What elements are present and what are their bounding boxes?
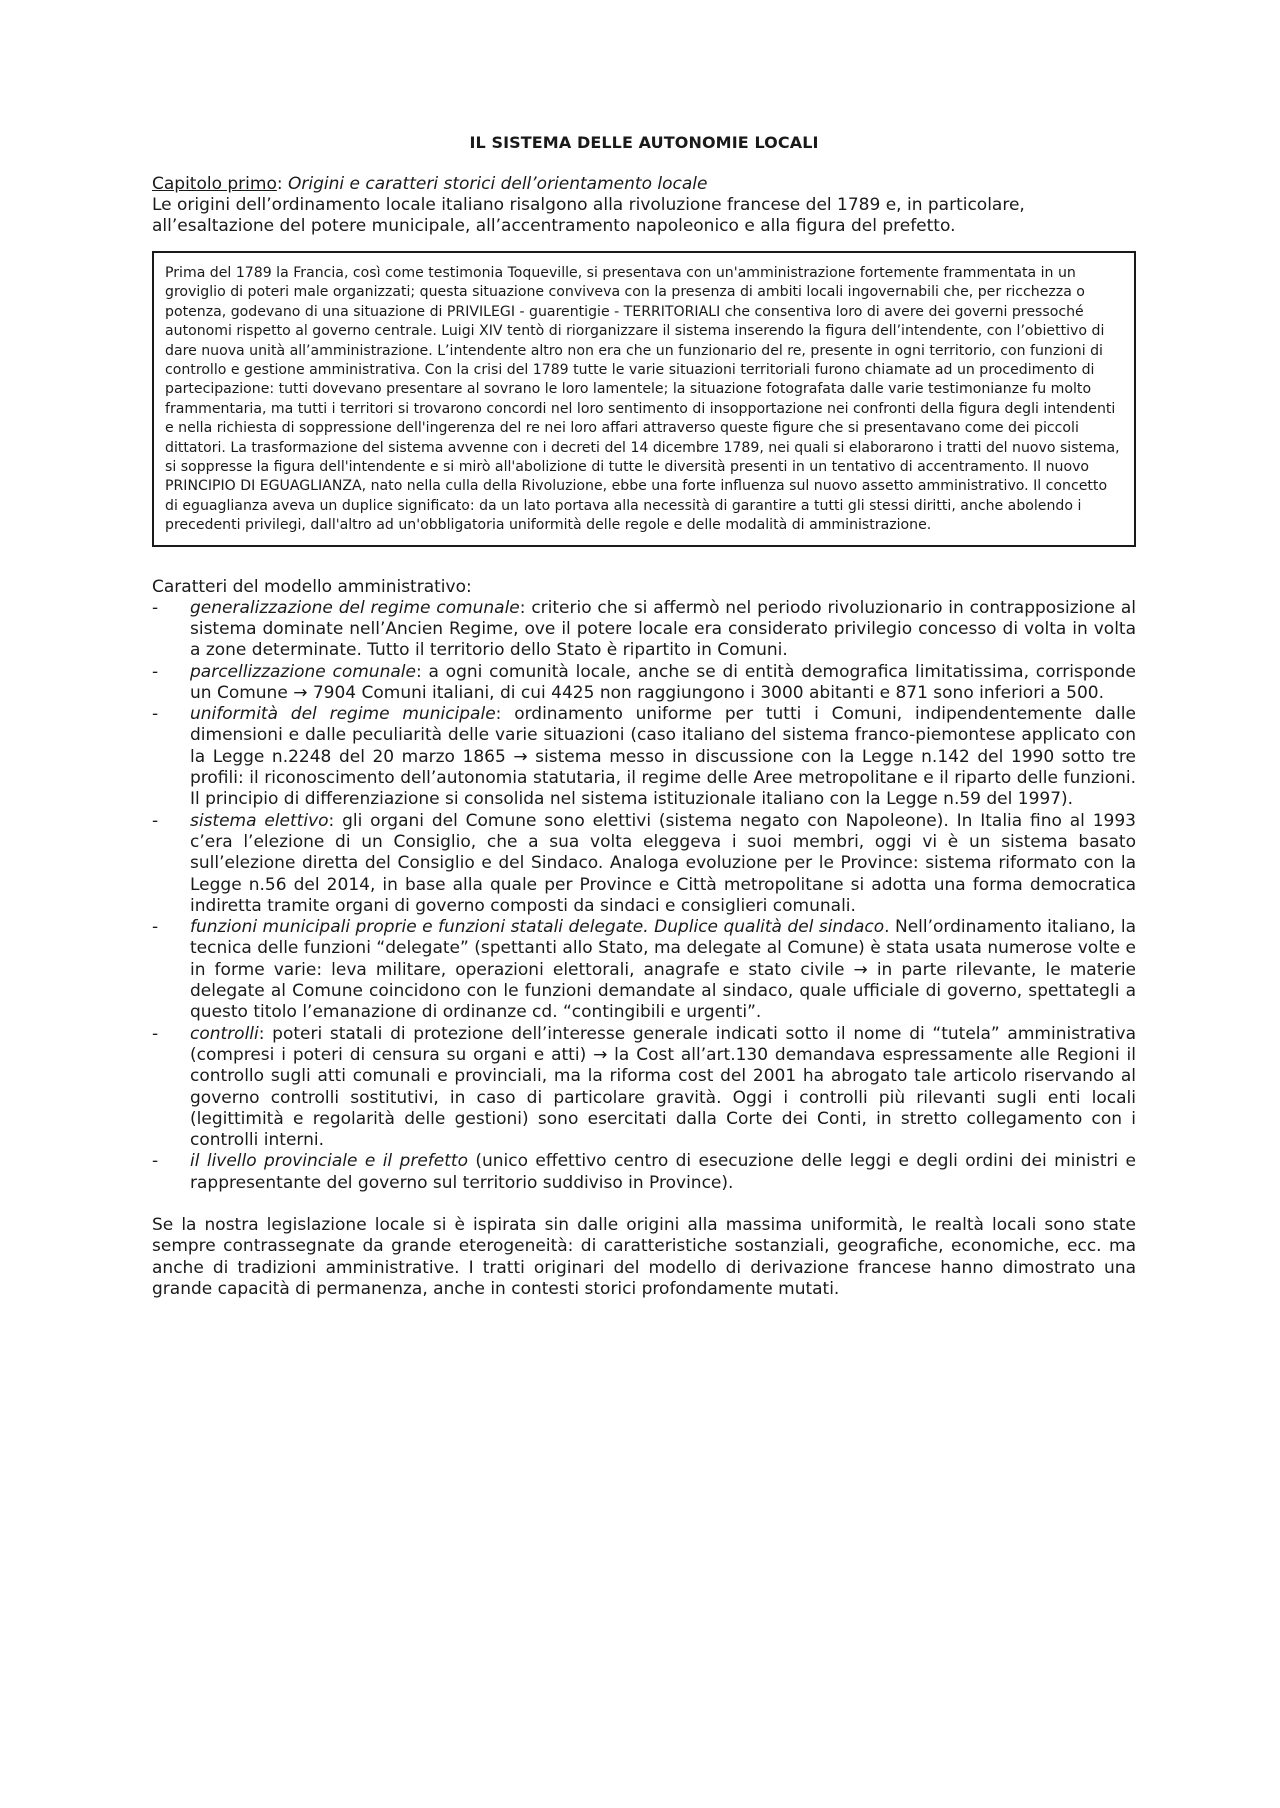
closing-paragraph: Se la nostra legislazione locale si è ispirata sin dalle origini alla massima uniformità, le realtà locali sono state sempre contrassegnate da grande eterogeneità: di caratteristiche sostanziali, geografiche, economiche, ecc. ma anche di tradizioni amministrative. I tratti originari del modello di derivazione francese hanno dimostrato una grande capacità di permanenza, anche in contesti storici profondamente mutati. bbox=[152, 1215, 1136, 1299]
item-text: : poteri statali di protezione dell’interesse generale indicati sotto il nome di “tutela” amministrativa (compresi i poteri di censura su organi e atti) → la Cost all’art.130 demandava espressamente alle Regioni il controllo sugli atti comunali e provinciali, ma la riforma cost del 2001 ha abrogato tale articolo riservando al governo controlli sostitutivi, in caso di particolare gravità. Oggi i controlli più rilevanti sugli enti locali (legittimità e regolarità delle gestioni) sono esercitati dalla Corte dei Conti, in stretto collegamento con i controlli interni. bbox=[190, 1023, 1136, 1151]
chapter-subtitle: Origini e caratteri storici dell’orientamento locale bbox=[288, 174, 708, 194]
list-dash: - bbox=[152, 1151, 159, 1172]
item-term: parcellizzazione comunale bbox=[190, 661, 416, 682]
item-text: : ordinamento uniforme per tutti i Comuni, indipendentemente dalle dimensioni e dalle peculiarità delle varie situazioni (caso italiano del sistema franco-piemontese applicato con la Legge n.2248 del 20 marzo 1865 → sistema messo in discussione con la Legge n.142 del 1990 sotto tre profili: il riconoscimento dell’autonomia statutaria, il regime delle Aree metropolitane e il riparto delle funzioni. Il principio di differenziazione si consolida nel sistema istituzionale italiano con la Legge n.59 del 1997). bbox=[190, 704, 1136, 810]
history-box-text: Prima del 1789 la Francia, così come testimonia Toqueville, si presentava con un'amministrazione fortemente frammentata in un groviglio di poteri male organizzati; questa situazione conviveva con la presenza di ambiti locali ingovernabili che, per ricchezza o potenza, godevano di una situazione di PRIVILEGI - guarentigie - TERRITORIALI che consentiva loro di avere dei governi pressoché autonomi rispetto al governo centrale. Luigi XIV tentò di riorganizzare il sistema inserendo la figura dell’intendente, con l’obiettivo di dare nuova unità all’amministrazione. L’intendente altro non era che un funzionario del re, presente in ogni territorio, con funzioni di controllo e gestione amministrativa. Con la crisi del 1789 tutte le varie situazioni territoriali furono chiamate ad un procedimento di partecipazione: tutti dovevano presentare al sovrano le loro lamentele; la situazione fotografata dalle varie testimonianze fu molto frammentaria, ma tutti i territori si trovarono concordi nel loro sentimento di insopportazione nei confronti della figura degli intendenti e nella richiesta di soppressione dell'ingerenza del re nei loro affari attraverso queste figure che si presentavano come dei piccoli dittatori. La trasformazione del sistema avvenne con i decreti del 14 dicembre 1789, nei quali si elaborarono i tratti del nuovo sistema, si soppresse la figura dell'intendente e si mirò all'abolizione di tutte le diversità presenti in un tentativo di accentramento. Il nuovo PRINCIPIO DI EGUAGLIANZA, nato nella culla della Rivoluzione, ebbe una forte influenza sul nuovo assetto amministrativo. Il concetto di eguaglianza aveva un duplice significato: da un lato portava alla necessità di garantire a tutti gli stessi diritti, anche abolendo i precedenti privilegi, dall'altro ad un'obbligatoria uniformità delle regole e delle modalità di amministrazione. bbox=[165, 265, 1120, 534]
item-text: : gli organi del Comune sono elettivi (sistema negato con Napoleone). In Italia fino al 1993 c’era l’elezione di un Consiglio, che a sua volta eleggeva i suoi membri, oggi vi è un sistema basato sull’elezione diretta del Consiglio e del Sindaco. Analoga evoluzione per le Province: sistema riformato con la Legge n.56 del 2014, in base alla quale per Province e Città metropolitane si adotta una forma democratica indiretta tramite organi di governo composti da sindaci e consiglieri comunali. bbox=[190, 810, 1136, 916]
list-item bbox=[152, 598, 1136, 662]
list-dash: - bbox=[152, 1023, 159, 1044]
list-item bbox=[152, 917, 1136, 1023]
item-term: sistema elettivo bbox=[190, 810, 329, 831]
item-term: il livello provinciale e il prefetto bbox=[190, 1151, 468, 1172]
item-text: (unico effettivo centro di esecuzione delle leggi e degli ordini dei ministri e rappresentante del governo sul territorio suddiviso in Province). bbox=[190, 1151, 1136, 1193]
chapter-heading bbox=[152, 174, 1136, 195]
list-item bbox=[152, 1024, 1136, 1152]
list-item bbox=[152, 704, 1136, 810]
list-item bbox=[152, 662, 1136, 705]
list-dash: - bbox=[152, 704, 159, 725]
item-text: . Nell’ordinamento italiano, la tecnica delle funzioni “delegate” (spettanti allo Stato, ma delegate al Comune) è stata usata numerose volte e in forme varie: leva militare, operazioni elettorali, anagrafe e stato civile → in parte rilevante, le materie delegate al Comune coincidono con le funzioni demandate al sindaco, quale ufficiale di governo, spettategli a questo titolo l’emanazione di ordinanze cd. “contingibili e urgenti”. bbox=[190, 917, 1136, 1023]
list-dash: - bbox=[152, 597, 159, 618]
intro-paragraph: Le origini dell’ordinamento locale italiano risalgono alla rivoluzione francese del 1789 e, in particolare, all’esaltazione del potere municipale, all’accentramento napoleonico e alla figura del prefetto. bbox=[152, 195, 1025, 236]
document-content bbox=[152, 133, 1136, 1300]
characters-title: Caratteri del modello amministrativo: bbox=[152, 576, 472, 597]
item-term: funzioni municipali proprie e funzioni statali delegate. Duplice qualità del sindaco bbox=[190, 917, 885, 938]
list-item bbox=[152, 1151, 1136, 1194]
list-dash: - bbox=[152, 810, 159, 831]
item-term: controlli bbox=[190, 1023, 259, 1044]
chapter-label: Capitolo primo bbox=[152, 174, 277, 194]
item-text: : a ogni comunità locale, anche se di entità demografica limitatissima, corrisponde un Comune → 7904 Comuni italiani, di cui 4425 non raggiungono i 3000 abitanti e 871 sono inferiori a 500. bbox=[190, 661, 1136, 703]
document-title: IL SISTEMA DELLE AUTONOMIE LOCALI bbox=[469, 133, 819, 152]
item-term: uniformità del regime municipale bbox=[190, 704, 496, 725]
item-text: : criterio che si affermò nel periodo rivoluzionario in contrapposizione al sistema dominate nell’Ancien Regime, ove il potere locale era considerato privilegio concesso di volta in volta a zone determinate. Tutto il territorio dello Stato è ripartito in Comuni. bbox=[190, 597, 1136, 661]
list-item bbox=[152, 811, 1136, 917]
characters-list bbox=[152, 598, 1136, 1194]
list-dash: - bbox=[152, 661, 159, 682]
chapter-separator: : bbox=[276, 174, 289, 194]
list-dash: - bbox=[152, 917, 159, 938]
item-term: generalizzazione del regime comunale bbox=[190, 597, 520, 618]
history-box bbox=[152, 251, 1136, 547]
